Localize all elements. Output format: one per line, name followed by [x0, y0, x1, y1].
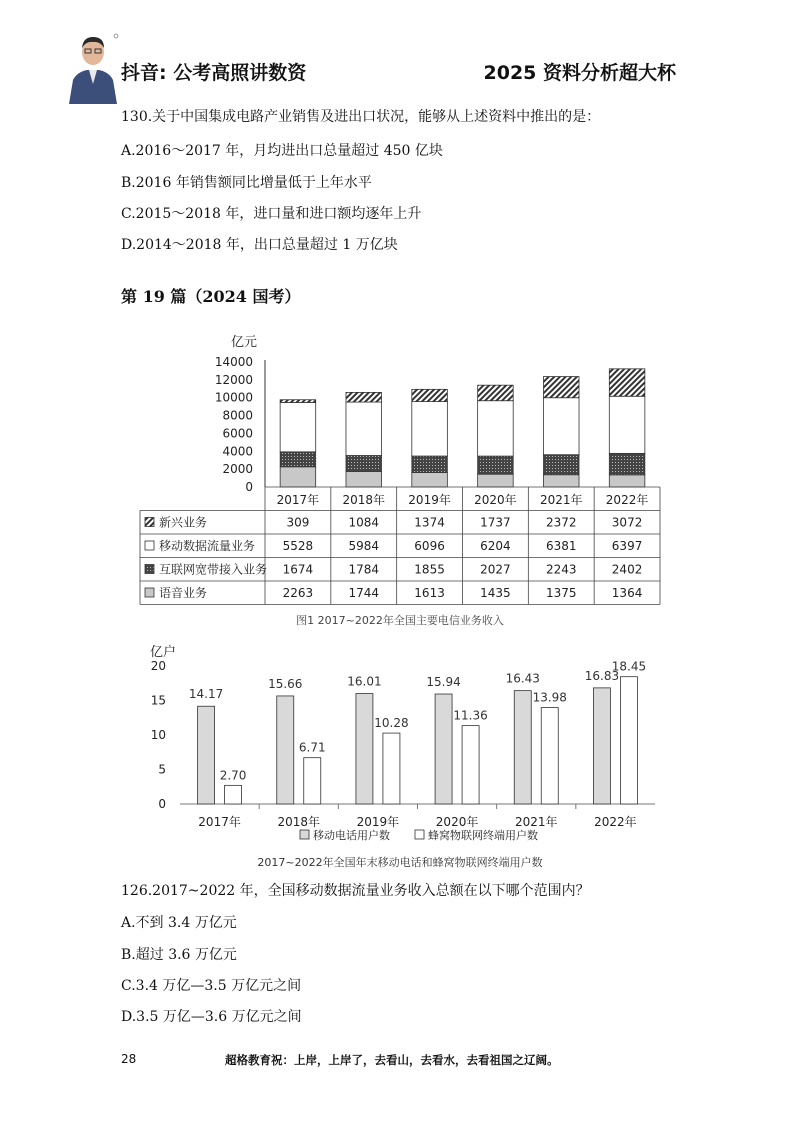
- chart2-y-tick: 15: [150, 693, 166, 708]
- chart2-y-tick: 20: [150, 659, 166, 673]
- q130-option-a: A.2016～2017 年，月均进出口总量超过 450 亿块: [121, 143, 443, 159]
- chart1-table-value: 2372: [545, 515, 577, 530]
- chart1-bar-segment: [346, 471, 382, 487]
- chart2-legend-label: 蜂窝物联网终端用户数: [428, 829, 538, 842]
- chart1-legend-swatch: [145, 565, 154, 574]
- chart1-unit-label: 亿元: [231, 335, 258, 350]
- chart2-legend-swatch: [300, 830, 309, 839]
- q130-stem: 130.关于中国集成电路产业销售及进出口状况，能够从上述资料中推出的是：: [121, 109, 601, 125]
- chart2-bar: [356, 694, 373, 804]
- chart1-bar-segment: [346, 392, 382, 402]
- chart1-y-tick: 12000: [214, 372, 253, 387]
- chart2-data-label: 2.70: [219, 768, 247, 783]
- chart2-data-label: 15.94: [426, 675, 461, 690]
- chart1-bar-segment: [478, 456, 514, 474]
- chart1-category-label: 2018年: [342, 493, 386, 507]
- chart1-table-value: 1435: [480, 586, 511, 600]
- chart1-table-value: 2027: [480, 562, 511, 577]
- chart2-bar: [304, 758, 321, 804]
- chart2-data-label: 16.43: [505, 671, 540, 686]
- chart2-bar: [225, 785, 242, 804]
- chart2-category-label: 2019年: [356, 815, 400, 829]
- chart1-bar-segment: [609, 453, 645, 474]
- chart1-bar-segment: [609, 396, 645, 453]
- chart2-data-label: 16.83: [584, 668, 620, 683]
- chart1-table-value: 5528: [282, 539, 314, 553]
- chart1-bar-segment: [280, 402, 316, 451]
- chart1-table-value: 1613: [414, 586, 445, 600]
- chart1-category-label: 2021年: [539, 493, 583, 507]
- chart2-bar: [462, 726, 479, 804]
- chart1-y-tick: 6000: [222, 426, 253, 441]
- chart1-table-value: 6381: [545, 539, 577, 553]
- chart2-category-label: 2020年: [435, 815, 479, 829]
- chart2-bar: [277, 696, 294, 804]
- chart2-caption: 2017~2022年全国年末移动电话和蜂窝物联网终端用户数: [257, 856, 543, 869]
- chart2-bar: [198, 706, 215, 804]
- chart1-bar-segment: [609, 475, 645, 487]
- chart1-table-value: 3072: [611, 515, 643, 530]
- chart2-data-label: 16.01: [347, 674, 382, 689]
- author-avatar: [67, 28, 119, 104]
- chart1-bar-segment: [280, 400, 316, 403]
- chart1-table-value: 1374: [414, 515, 445, 530]
- chart1-table-value: 1674: [282, 562, 314, 577]
- chart1-table-value: 6096: [414, 539, 445, 553]
- chart1-table-value: 1375: [545, 586, 577, 600]
- chart2-y-tick: 10: [150, 728, 166, 742]
- chart2-data-label: 15.66: [268, 676, 303, 691]
- chart1-y-tick: 8000: [222, 408, 253, 423]
- chart1-category-label: 2017年: [276, 493, 320, 507]
- users-bar-chart: [0, 640, 800, 870]
- chart2-bar: [383, 733, 400, 804]
- chart2-category-label: 2017年: [198, 815, 241, 829]
- chart1-table-value: 1364: [611, 586, 643, 600]
- chart1-bar-segment: [412, 389, 448, 401]
- footer-motto: 超格教育祝：上岸，上岸了，去看山，去看水，去看祖国之辽阔。: [225, 1053, 559, 1067]
- chart1-bar-segment: [412, 456, 448, 473]
- chart1-bar-segment: [280, 452, 316, 467]
- q130-option-d: D.2014～2018 年，出口总量超过 1 万亿块: [121, 237, 398, 253]
- chart2-data-label: 6.71: [298, 740, 326, 755]
- chart2-data-label: 13.98: [532, 690, 567, 705]
- chart1-bar-segment: [478, 401, 514, 456]
- chart1-bar-segment: [543, 475, 579, 487]
- chart1-bar-segment: [412, 402, 448, 456]
- chart1-table-value: 309: [286, 515, 310, 530]
- chart2-bar: [593, 688, 610, 804]
- chart2-data-label: 10.28: [374, 716, 409, 731]
- chart1-table-value: 6397: [611, 539, 643, 553]
- chart2-category-label: 2021年: [514, 815, 558, 829]
- q126-option-b: B.超过 3.6 万亿元: [121, 947, 237, 963]
- chart1-table-value: 2263: [282, 586, 314, 600]
- chart2-bar: [620, 677, 637, 804]
- chart1-y-tick: 10000: [214, 390, 253, 405]
- chart1-legend-swatch: [145, 518, 154, 527]
- q126-option-d: D.3.5 万亿—3.6 万亿元之间: [121, 1009, 302, 1025]
- q126-option-a: A.不到 3.4 万亿元: [121, 915, 237, 931]
- chart1-table-value: 1784: [348, 562, 380, 577]
- chart1-bar-segment: [543, 377, 579, 398]
- chart2-bar: [435, 694, 452, 804]
- chart2-category-label: 2018年: [277, 815, 321, 829]
- chart1-y-tick: 2000: [222, 462, 253, 477]
- q126-option-c: C.3.4 万亿—3.5 万亿元之间: [121, 978, 302, 994]
- chart1-legend-swatch: [145, 541, 154, 550]
- chart1-legend-swatch: [145, 588, 154, 597]
- section-title: 第 19 篇（2024 国考）: [121, 287, 301, 306]
- chart1-y-tick: 14000: [214, 355, 253, 369]
- chart1-table-value: 6204: [480, 539, 511, 553]
- chart2-bar: [541, 708, 558, 804]
- chart1-bar-segment: [543, 455, 579, 475]
- chart1-category-label: 2022年: [605, 493, 649, 507]
- chart1-y-tick: 0: [245, 480, 253, 494]
- chart1-legend-label: 互联网宽带接入业务: [159, 562, 268, 577]
- chart1-table-value: 1744: [348, 586, 380, 600]
- chart1-bar-segment: [478, 385, 514, 401]
- chart2-y-tick: 5: [158, 762, 166, 777]
- chart1-table-value: 2243: [545, 562, 577, 577]
- chart2-legend-label: 移动电话用户数: [313, 829, 390, 842]
- chart2-legend-swatch: [415, 830, 424, 839]
- chart1-table-value: 1084: [348, 515, 380, 530]
- chart1-legend-label: 语音业务: [159, 586, 208, 600]
- chart1-table-value: 2402: [611, 562, 643, 577]
- header-left-title: 抖音: 公考高照讲数资: [121, 62, 307, 84]
- chart1-table-value: 5984: [348, 539, 380, 553]
- chart2-data-label: 18.45: [611, 659, 647, 674]
- chart1-legend-label: 新兴业务: [159, 515, 208, 530]
- chart1-table-value: 1737: [480, 515, 511, 530]
- chart2-unit-label: 亿户: [150, 645, 177, 660]
- revenue-stacked-chart: [0, 330, 800, 635]
- chart1-caption: 图1 2017~2022年全国主要电信业务收入: [296, 614, 504, 627]
- chart1-y-tick: 4000: [222, 444, 253, 459]
- chart2-bar: [514, 691, 531, 804]
- header-right-title: 2025 资料分析超大杯: [483, 62, 676, 84]
- chart2-data-label: 11.36: [453, 708, 488, 723]
- chart1-table-value: 1855: [414, 562, 445, 577]
- q126-stem: 126.2017~2022 年，全国移动数据流量业务收入总额在以下哪个范围内？: [121, 883, 590, 899]
- chart1-bar-segment: [346, 456, 382, 472]
- chart1-bar-segment: [412, 473, 448, 487]
- q130-option-c: C.2015～2018 年，进口量和进口额均逐年上升: [121, 206, 422, 222]
- chart1-bar-segment: [346, 402, 382, 455]
- page-number: 28: [121, 1052, 137, 1066]
- chart1-bar-segment: [478, 474, 514, 487]
- chart1-legend-label: 移动数据流量业务: [159, 539, 256, 553]
- q130-option-b: B.2016 年销售额同比增量低于上年水平: [121, 175, 372, 191]
- chart2-y-tick: 0: [158, 797, 166, 811]
- chart2-category-label: 2022年: [594, 815, 637, 829]
- chart2-data-label: 14.17: [188, 687, 224, 702]
- chart1-bar-segment: [609, 369, 645, 396]
- chart1-category-label: 2019年: [408, 493, 451, 507]
- chart1-bar-segment: [280, 467, 316, 487]
- chart1-bar-segment: [543, 398, 579, 455]
- chart1-category-label: 2020年: [474, 493, 517, 507]
